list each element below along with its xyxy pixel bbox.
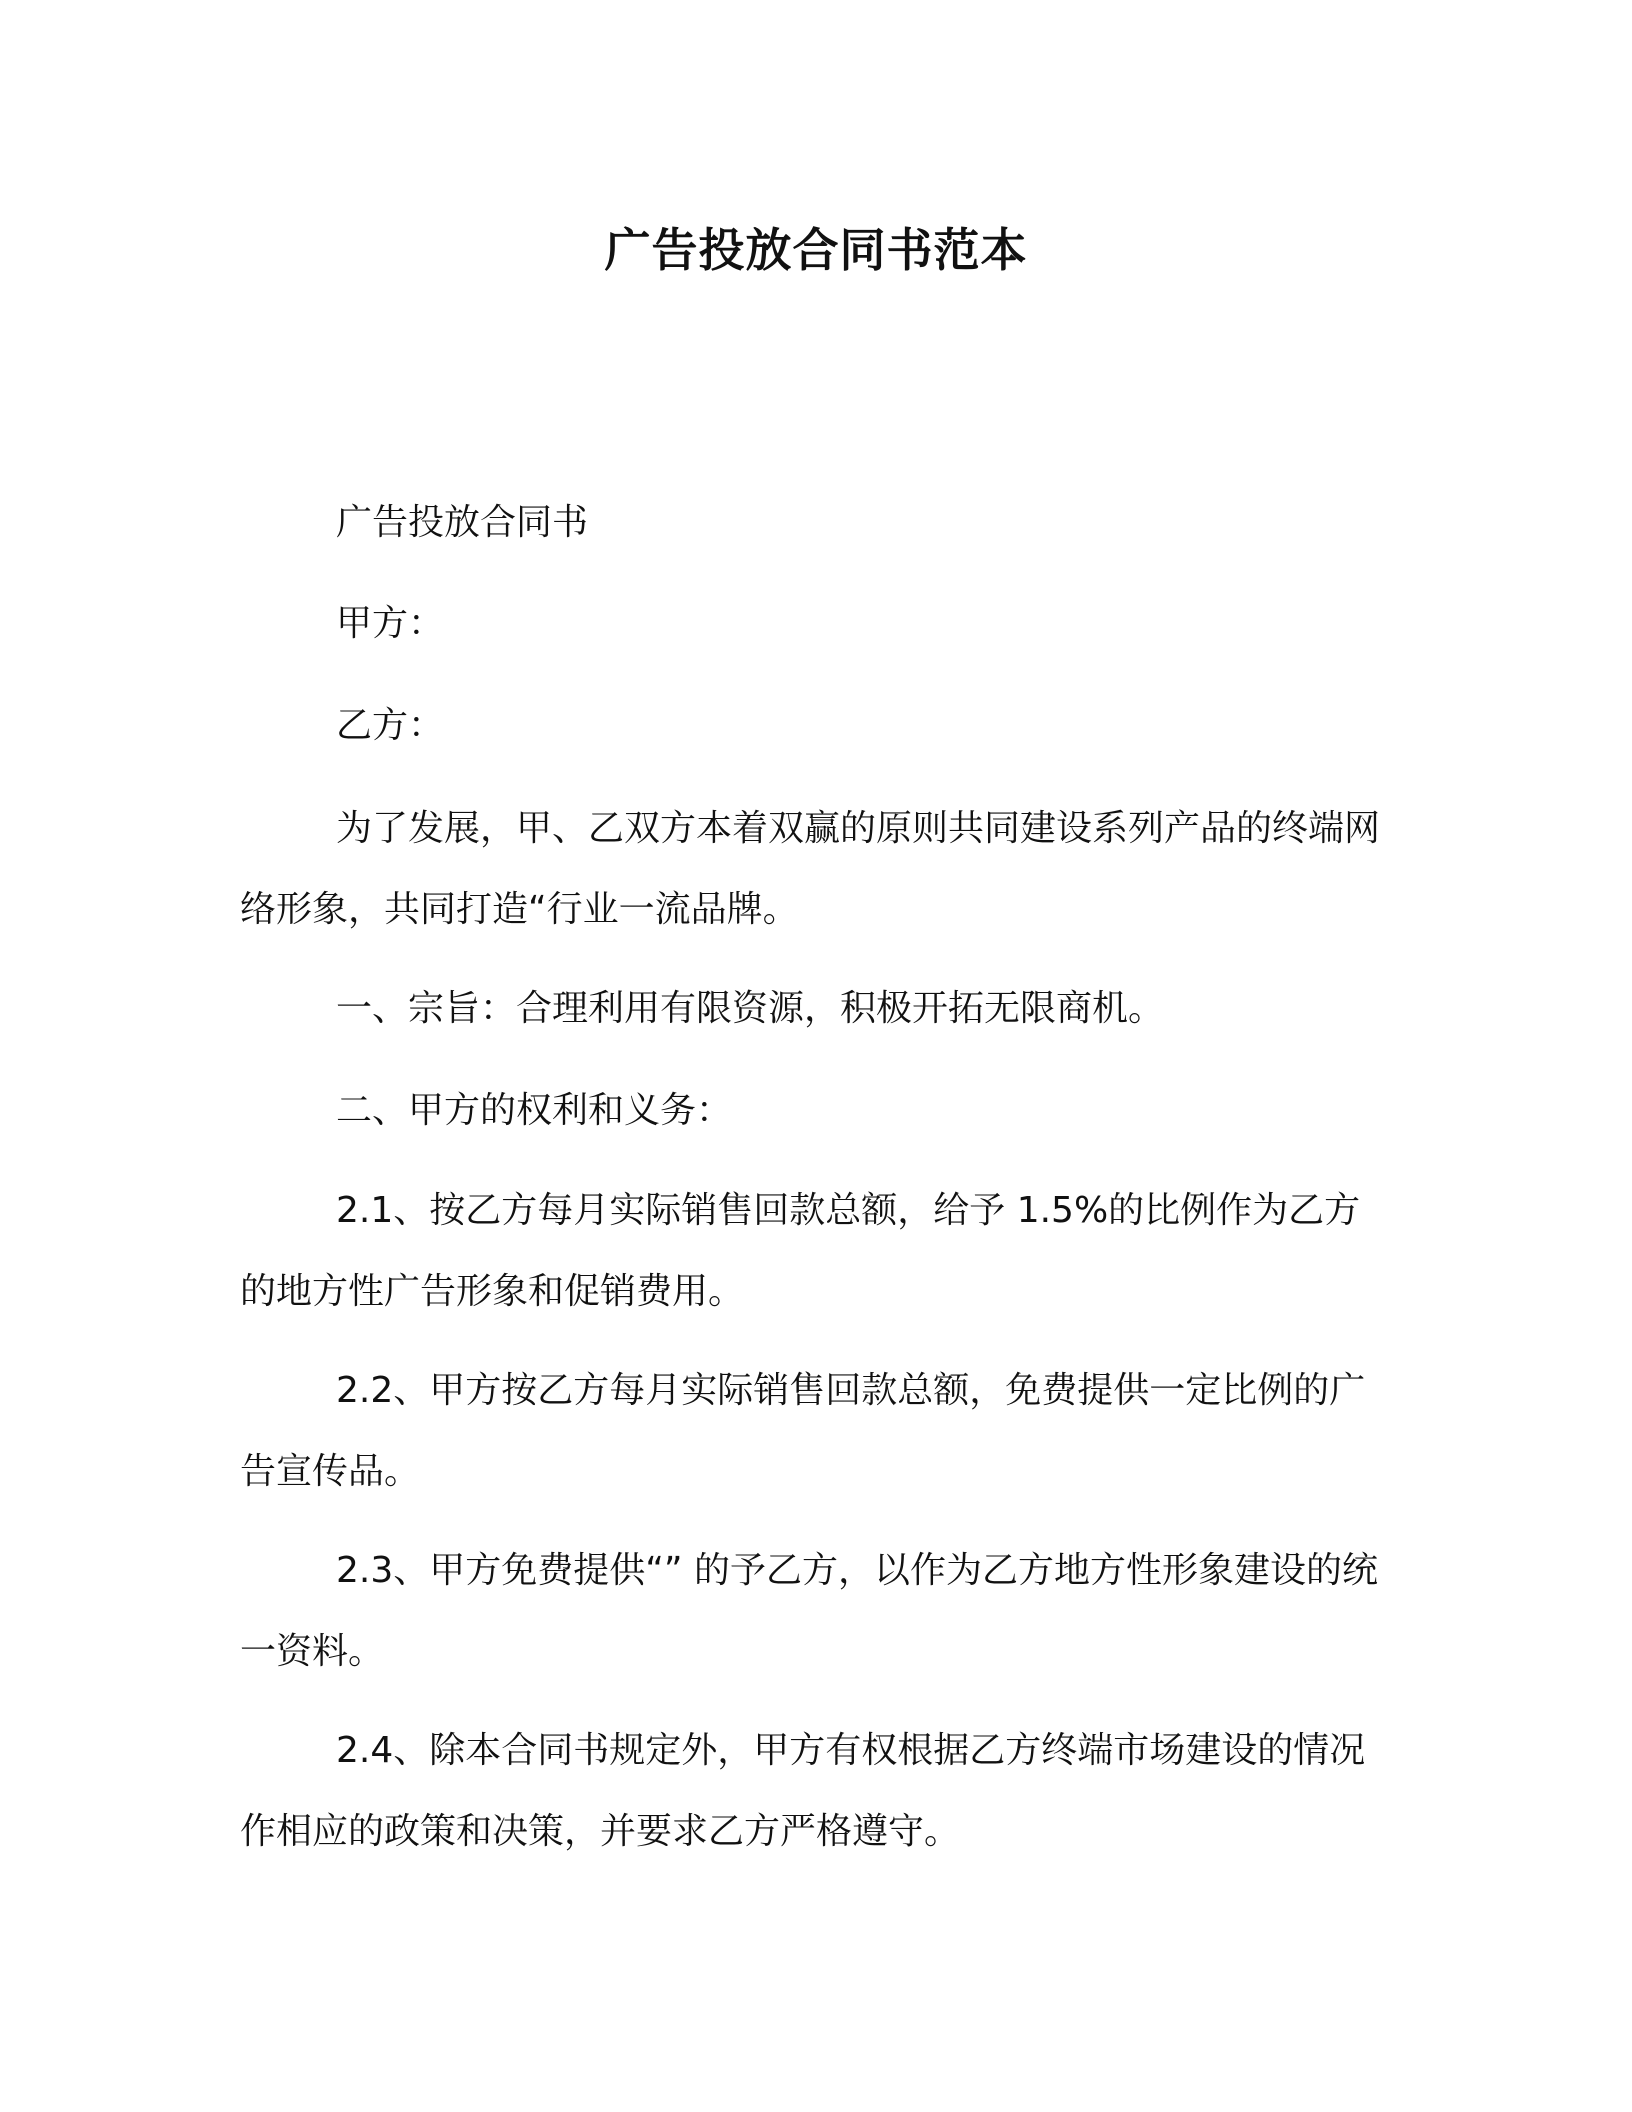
document-title: 广告投放合同书范本 (604, 223, 1028, 277)
party-b-label: 乙方： (336, 705, 445, 746)
party-a-label: 甲方： (336, 603, 445, 644)
section-one-purpose: 一、宗旨：合理利用有限资源，积极开拓无限商机。 (336, 988, 1165, 1029)
clause-2-1: 2.1、按乙方每月实际销售回款总额，给予 1.5%的比例作为乙方的地方性广告形象和促销费用。 (240, 1190, 1361, 1312)
clause-2-2: 2.2、甲方按乙方每月实际销售回款总额，免费提供一定比例的广告宣传品。 (240, 1370, 1366, 1492)
section-two-heading: 二、甲方的权利和义务： (336, 1090, 733, 1131)
clause-2-4: 2.4、除本合同书规定外，甲方有权根据乙方终端市场建设的情况作相应的政策和决策，并要求乙方严格遵守。 (240, 1730, 1366, 1852)
intro-paragraph: 为了发展，甲、乙双方本着双赢的原则共同建设系列产品的终端网络形象，共同打造“行业一流品牌。 (240, 808, 1381, 930)
clause-2-3: 2.3、甲方免费提供“” 的予乙方，以作为乙方地方性形象建设的统一资料。 (240, 1550, 1378, 1672)
contract-heading: 广告投放合同书 (336, 502, 589, 543)
